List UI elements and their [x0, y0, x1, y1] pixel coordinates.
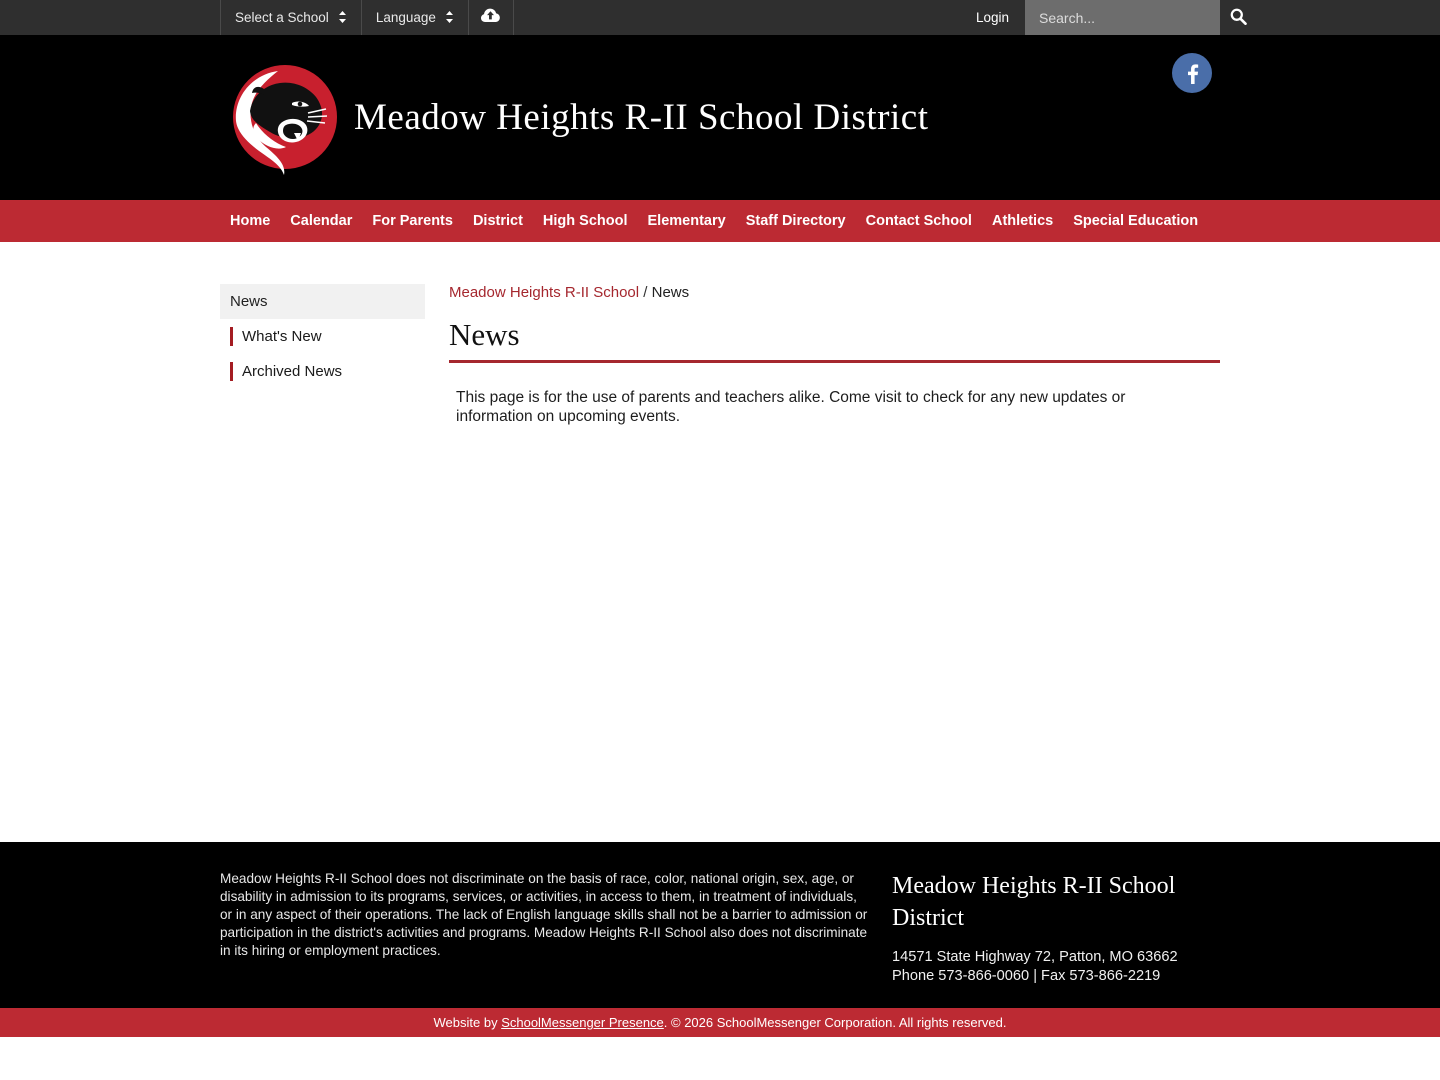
footer-school-name: Meadow Heights R-II School District	[892, 873, 1176, 931]
sidebar-item-whats-new[interactable]	[220, 319, 425, 354]
search-box	[1025, 0, 1220, 35]
chevron-updown-icon	[445, 10, 454, 24]
topbar-left-group	[220, 0, 514, 35]
facebook-icon[interactable]	[1172, 53, 1212, 93]
sidebar-marker-icon	[230, 362, 233, 381]
sidebar-navigation	[220, 284, 449, 800]
social-links	[1172, 53, 1212, 93]
breadcrumb	[449, 284, 1220, 301]
copyright-bar	[0, 1008, 1440, 1037]
login-link[interactable]: Login	[975, 10, 1009, 25]
topbar-right-filler	[1220, 0, 1440, 35]
search-submit-button[interactable]	[1230, 0, 1247, 35]
nav-item-home[interactable]: Home	[230, 213, 271, 229]
nav-item-elementary[interactable]: Elementary	[647, 213, 726, 229]
language-dropdown[interactable]	[362, 0, 469, 35]
footer-inner	[220, 870, 1220, 986]
copyright-prefix: Website by	[433, 1015, 502, 1030]
cloud-upload-icon	[481, 8, 500, 28]
sidebar-item-label: Archived News	[242, 363, 343, 380]
title-divider	[449, 360, 1220, 363]
page-title: News	[449, 317, 520, 352]
breadcrumb-link-parent[interactable]: Meadow Heights R-II School	[449, 284, 640, 301]
chevron-updown-icon	[338, 10, 347, 24]
site-masthead	[0, 35, 1440, 200]
sidebar-heading-news: News	[220, 284, 425, 319]
select-a-school-label: Select a School	[235, 10, 329, 25]
breadcrumb-current: News	[651, 284, 690, 301]
masthead-inner	[220, 35, 1220, 200]
breadcrumb-separator: /	[639, 284, 652, 301]
main-column	[449, 284, 1220, 800]
page-content	[0, 242, 1440, 842]
footer-contact-block	[892, 870, 1220, 986]
cloud-upload-button[interactable]	[469, 0, 514, 35]
nav-inner	[220, 200, 1220, 242]
schoolmessenger-presence-link[interactable]: SchoolMessenger Presence	[501, 1015, 664, 1030]
page-body-text: This page is for the use of parents and teachers alike. Come visit to check for any new updates or information on upcoming events.	[456, 389, 1126, 425]
panther-head-logo[interactable]	[222, 59, 340, 177]
topbar-right-group	[960, 0, 1440, 35]
footer-phone-fax: Phone 573-866-0060 | Fax 573-866-2219	[892, 968, 1161, 984]
select-a-school-dropdown[interactable]	[220, 0, 362, 35]
main-navigation	[0, 200, 1440, 242]
nav-item-for-parents[interactable]: For Parents	[372, 213, 453, 229]
search-input[interactable]	[1025, 0, 1230, 35]
nav-item-district[interactable]: District	[472, 213, 523, 229]
content-inner	[220, 242, 1220, 800]
site-footer	[0, 842, 1440, 1008]
site-title: Meadow Heights R-II School District	[354, 97, 929, 138]
nav-item-athletics[interactable]: Athletics	[991, 213, 1054, 229]
nav-item-contact-school[interactable]: Contact School	[865, 213, 972, 229]
search-icon	[1230, 8, 1247, 28]
sidebar-item-label: What's New	[242, 328, 322, 345]
nondiscrimination-statement: Meadow Heights R-II School does not discriminate on the basis of race, color, national origin, sex, age, or disability in admission to its programs, services, or activities, in access to them, in treatment of individuals, or in any aspect of their operations. The lack of English language skills shall not be a barrier to admission or participation in the district's activities and programs. Meadow Heights R-II School also does not discriminate in its hiring or employment practices.	[220, 871, 868, 958]
nav-item-calendar[interactable]: Calendar	[290, 213, 353, 229]
copyright-suffix: . © 2026 SchoolMessenger Corporation. All rights reserved.	[663, 1015, 1007, 1030]
sidebar-marker-icon	[230, 327, 233, 346]
nav-item-staff-directory[interactable]: Staff Directory	[745, 213, 846, 229]
footer-address: 14571 State Highway 72, Patton, MO 63662	[892, 949, 1178, 965]
nav-item-high-school[interactable]: High School	[542, 213, 628, 229]
footer-address-block	[892, 948, 1220, 986]
utility-top-bar	[0, 0, 1440, 35]
nav-item-special-education[interactable]: Special Education	[1073, 213, 1199, 229]
sidebar-item-archived-news[interactable]	[220, 354, 425, 389]
language-label: Language	[375, 10, 436, 25]
